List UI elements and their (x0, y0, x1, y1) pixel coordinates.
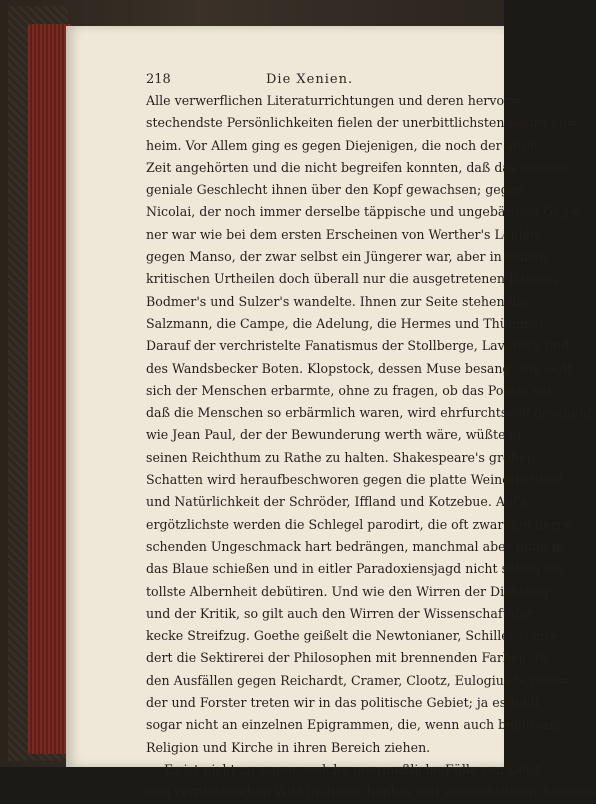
text-line: Es ist nicht zu sagen, welche unermeßliche Fülle von Geist (164, 761, 542, 777)
text-line: wie Jean Paul, der der Bewunderung werth wäre, wüßte er (146, 427, 524, 443)
text-line: Zeit angehörten und die nicht begreifen konnten, daß das jüngere (146, 159, 570, 175)
text-line: gegen Manso, der zwar selbst ein Jüngerer war, aber in seinen (146, 249, 548, 265)
text-line: des Wandsbecker Boten. Klopstock, dessen Muse besang, wie Gott (146, 360, 573, 376)
text-line: das Blaue schießen und in eitler Paradoxiensjagd nicht selten die (146, 561, 564, 577)
text-line: Alle verwerflichen Literaturrichtungen und deren hervor= (146, 93, 521, 108)
text-line: heim. Vor Allem ging es gegen Diejenigen, die noch der alten (146, 137, 538, 153)
text-line: sich der Menschen erbarmte, ohne zu fragen, ob das Poesie sei, (146, 382, 555, 398)
text-line: seinen Reichthum zu Rathe zu halten. Shakespeare's großer (146, 449, 533, 465)
text-line: den Ausfällen gegen Reichardt, Cramer, Clootz, Eulogius Schnei= (146, 672, 569, 688)
text-line: und vernichtendem Witz in dieser bunten und vielgestaltigen Xenien= (146, 784, 596, 800)
text-line: dert die Sektirerei der Philosophen mit brennenden Farben. In (146, 650, 548, 666)
text-line: Salzmann, die Campe, die Adelung, die Hermes und Thümmel. (146, 315, 548, 331)
text-line: und der Kritik, so gilt auch den Wirren der Wissenschaft der (146, 605, 534, 621)
text-line: Religion und Kirche in ihren Bereich ziehen. (146, 739, 431, 755)
page-header (146, 72, 486, 92)
text-line: stechendste Persönlichkeiten fielen der unerbittlichsten Satire an= (146, 115, 578, 131)
text-line: und Natürlichkeit der Schröder, Iffland und Kotzebue. Auf's (146, 494, 528, 510)
text-line: schenden Ungeschmack hart bedrängen, manchmal aber blind in (146, 538, 565, 554)
page-number: 218 (146, 72, 171, 87)
body-text (146, 90, 596, 804)
text-line: Schatten wird heraufbeschworen gegen die platte Weinerlichkeit (146, 472, 564, 488)
text-line: der und Forster treten wir in das politische Gebiet; ja es fehlt (146, 695, 540, 711)
text-line: geniale Geschlecht ihnen über den Kopf gewachsen; gegen (146, 182, 525, 198)
text-line: Nicolai, der noch immer derselbe täppische und ungebärdige Geg= (146, 204, 580, 220)
text-line: tollste Albernheit debütiren. Und wie den Wirren der Dichtung (146, 583, 549, 599)
text-line: kritischen Urtheilen doch überall nur die ausgetretenen Bahnen (146, 271, 558, 287)
running-title: Die Xenien. (266, 72, 354, 87)
text-line: ergötzlichste werden die Schlegel parodirt, die oft zwar den herr= (146, 516, 574, 532)
text-line: ner war wie bei dem ersten Erscheinen von Werther's Leiden; (146, 226, 543, 242)
text-line: Bodmer's und Sulzer's wandelte. Ihnen zur Seite stehen die (146, 293, 529, 309)
text-line: kecke Streifzug. Goethe geißelt die Newtonianer, Schiller schil= (146, 628, 559, 644)
text-line: Darauf der verchristelte Fanatismus der Stollberge, Lavater's und (146, 338, 570, 354)
text-line: sogar nicht an einzelnen Epigrammen, die, wenn auch behutsam, (146, 717, 565, 733)
text-line: daß die Menschen so erbärmlich waren, wird ehrfurchtsvoll geschont (146, 405, 592, 421)
